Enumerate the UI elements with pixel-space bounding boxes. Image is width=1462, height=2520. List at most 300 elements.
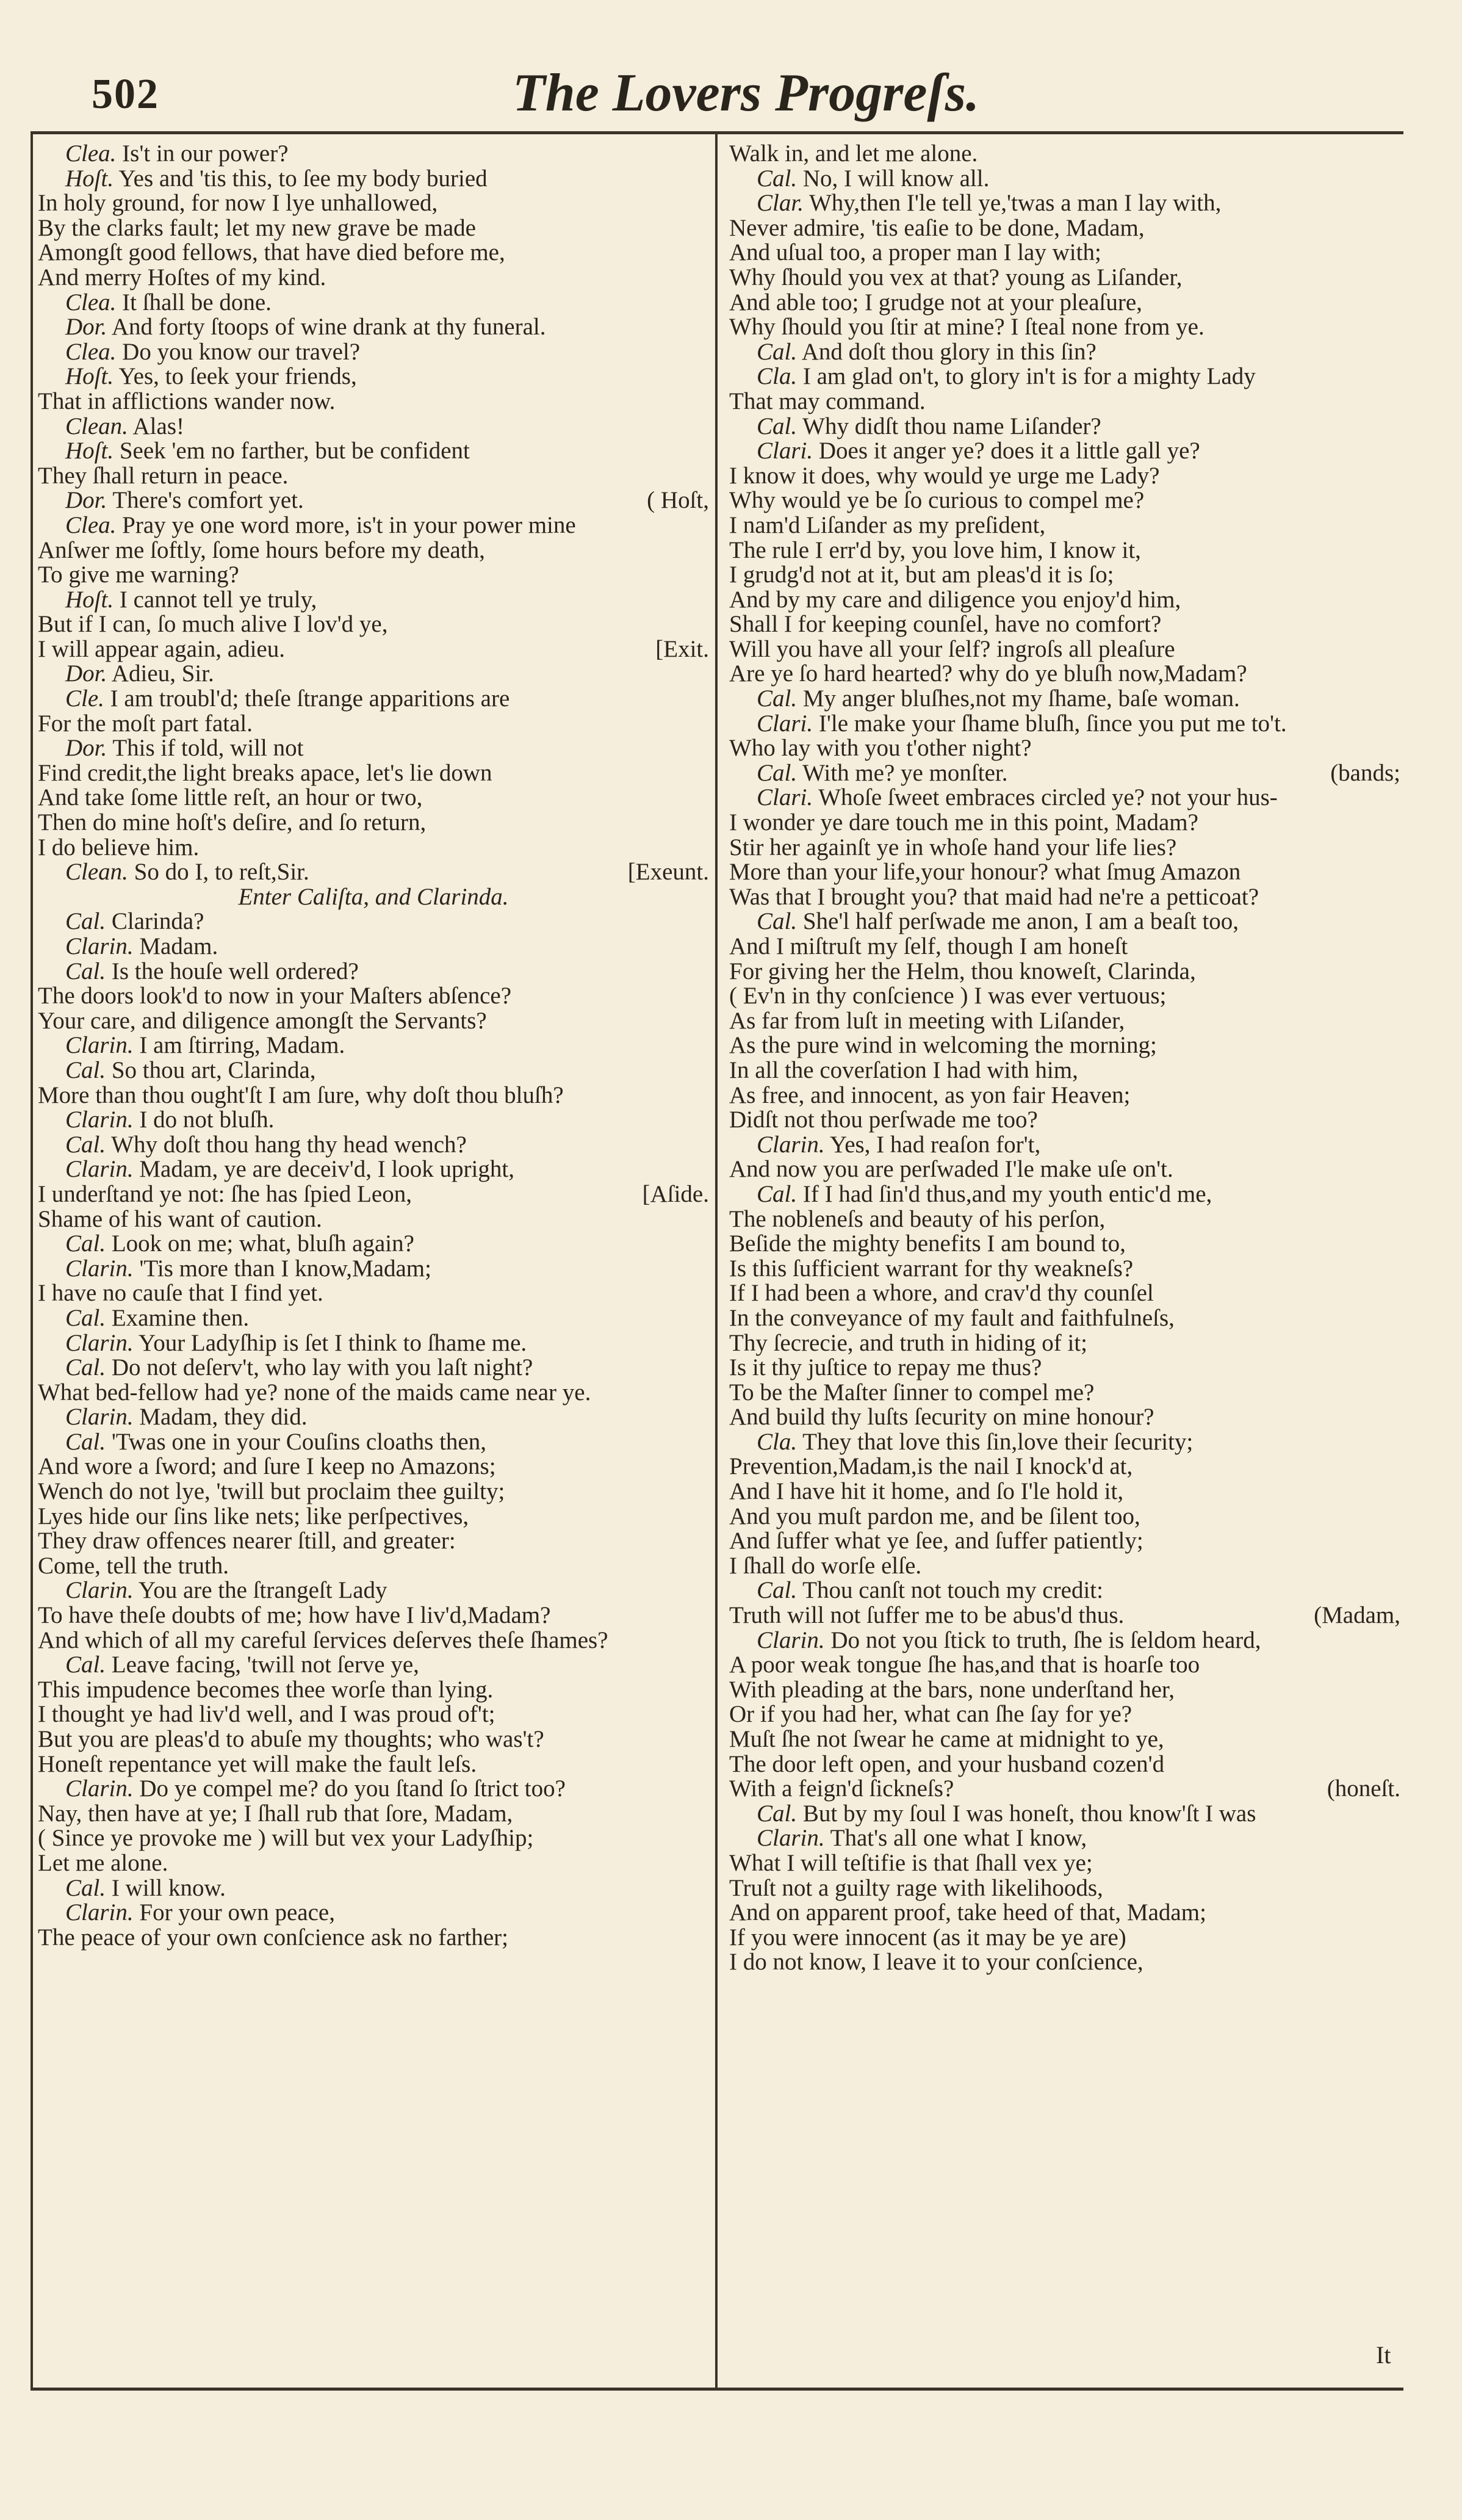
text-line <box>38 1777 709 1802</box>
speaker-name: Clarin. <box>65 1329 134 1356</box>
dialogue-text: And by my care and diligence you enjoy'd him, <box>729 586 1181 613</box>
dialogue-text: So thou art, Clarinda, <box>106 1056 316 1083</box>
speaker-name: Cal. <box>65 1131 106 1158</box>
dialogue-text: Is the houſe well ordered? <box>106 958 359 984</box>
text-line <box>38 934 709 959</box>
dialogue-text: Thou canſt not touch my credit: <box>797 1577 1103 1604</box>
dialogue-text: My anger bluſhes,not my ſhame, baſe woman. <box>797 685 1240 712</box>
text-line <box>729 216 1400 241</box>
dialogue-text: What I will teſtifie is that ſhall vex ye; <box>729 1849 1093 1876</box>
text-line <box>38 1578 709 1603</box>
dialogue-text: But if I can, ſo much alive I lov'd ye, <box>38 611 388 638</box>
text-line <box>38 1752 709 1777</box>
dialogue-text: And build thy luſts ſecurity on mine honour? <box>729 1404 1154 1431</box>
text-line <box>38 1405 709 1430</box>
dialogue-text: To give me warning? <box>38 561 239 588</box>
dialogue-text: For the moſt part fatal. <box>38 710 253 737</box>
dialogue-text: I'le make your ſhame bluſh, ſince you put me to't. <box>813 710 1287 737</box>
text-line <box>38 1058 709 1083</box>
dialogue-text: Never admire, 'tis eaſie to be done, Madam, <box>729 214 1145 241</box>
text-line <box>38 1603 709 1628</box>
text-line <box>38 1157 709 1182</box>
dialogue-text: I grudg'd not at it, but am pleas'd it is ſo; <box>729 561 1114 588</box>
dialogue-text: Then do mine hoſt's deſire, and ſo return, <box>38 809 427 836</box>
dialogue-text: ( Since ye provoke me ) will but vex your Ladyſhip; <box>38 1825 534 1852</box>
speaker-name: Clean. <box>65 859 128 886</box>
speaker-name: Clari. <box>757 784 813 811</box>
dialogue-text: And on apparent proof, take heed of that, Madam; <box>729 1899 1206 1926</box>
dialogue-text: Is it thy juſtice to repay me thus? <box>729 1354 1042 1381</box>
dialogue-text: No, I will know all. <box>797 165 990 192</box>
text-line <box>38 1678 709 1703</box>
dialogue-text: That may command. <box>729 388 926 414</box>
dialogue-text: Adieu, Sir. <box>107 660 214 687</box>
dialogue-text: If you were innocent (as it may be ye are) <box>729 1924 1126 1951</box>
dialogue-text: And doſt thou glory in this ſin? <box>797 338 1096 365</box>
text-line <box>729 464 1400 489</box>
text-line <box>729 1356 1400 1381</box>
text-line <box>729 1950 1400 1975</box>
dialogue-text: I will know. <box>106 1874 226 1901</box>
dialogue-text: Why ſhould you ſtir at mine? I ſteal none from ye. <box>729 314 1205 341</box>
dialogue-text: And able too; I grudge not at your pleaſure, <box>729 289 1142 316</box>
dialogue-text: Why ſhould you vex at that? young as Liſander, <box>729 264 1183 291</box>
dialogue-text: For giving her the Helm, thou knoweſt, Clarinda, <box>729 958 1196 984</box>
text-line <box>38 1826 709 1851</box>
text-line <box>729 836 1400 861</box>
text-line <box>38 1653 709 1678</box>
dialogue-text: What bed-fellow had ye? none of the maids came near ye. <box>38 1379 591 1406</box>
text-line <box>38 538 709 563</box>
text-line <box>38 736 709 761</box>
text-line <box>729 984 1400 1009</box>
text-line <box>38 1108 709 1133</box>
speaker-name: Cal. <box>757 1800 798 1827</box>
dialogue-text: If I had ſin'd thus,and my youth entic'd me, <box>797 1180 1212 1207</box>
text-line <box>729 1529 1400 1554</box>
speaker-name: Dor. <box>65 487 107 514</box>
text-line <box>38 414 709 439</box>
text-line <box>729 860 1400 885</box>
text-line <box>38 662 709 687</box>
speaker-name: Clea. <box>65 511 117 538</box>
dialogue-text: Why,then I'le tell ye,'twas a man I lay with, <box>803 190 1222 217</box>
text-line <box>729 1727 1400 1752</box>
speaker-name: Cal. <box>65 1056 106 1083</box>
dialogue-text: That in afflictions wander now. <box>38 388 336 414</box>
speaker-name: Cal. <box>65 1304 106 1331</box>
text-line <box>729 588 1400 613</box>
catchword: It <box>1376 2341 1391 2369</box>
text-line <box>38 761 709 786</box>
dialogue-text: By the clarks fault; let my new grave be made <box>38 214 476 241</box>
text-line <box>729 1281 1400 1306</box>
text-line <box>38 389 709 414</box>
speaker-name: Clar. <box>757 190 804 217</box>
dialogue-text: Do not deſerv't, who lay with you laſt night? <box>106 1354 533 1381</box>
text-line <box>729 885 1400 910</box>
dialogue-text: I do not bluſh. <box>133 1107 275 1133</box>
text-line <box>729 265 1400 291</box>
text-line <box>729 240 1400 265</box>
dialogue-text: I know it does, why would ye urge me Lady? <box>729 462 1160 489</box>
dialogue-text: I wonder ye dare touch me in this point, Madam? <box>729 809 1198 836</box>
text-line <box>729 167 1400 192</box>
speaker-name: Cal. <box>757 685 798 712</box>
text-line <box>729 1207 1400 1232</box>
text-line <box>38 1554 709 1579</box>
dialogue-text: Didſt not thou perſwade me too? <box>729 1107 1038 1133</box>
dialogue-text: A poor weak tongue ſhe has,and that is hoarſe too <box>729 1652 1200 1678</box>
text-line <box>729 488 1400 513</box>
text-line <box>38 439 709 464</box>
text-line <box>729 1133 1400 1158</box>
dialogue-text: To be the Maſter ſinner to compel me? <box>729 1379 1095 1406</box>
dialogue-text: I thought ye had liv'd well, and I was proud of't; <box>38 1701 495 1728</box>
speaker-name: Clarin. <box>65 1255 134 1282</box>
dialogue-text: I cannot tell ye truly, <box>113 586 317 613</box>
speaker-name: Cal. <box>757 413 798 439</box>
dialogue-text: In all the coverſation I had with him, <box>729 1056 1078 1083</box>
dialogue-text: So do I, to reſt,Sir. <box>128 859 309 886</box>
text-line <box>38 315 709 340</box>
dialogue-text: As far from luſt in meeting with Liſander, <box>729 1007 1125 1034</box>
text-line <box>38 1207 709 1232</box>
dialogue-text: Shame of his want of caution. <box>38 1205 322 1232</box>
dialogue-text: Examine then. <box>106 1304 250 1331</box>
margin-note: [Aſide. <box>642 1180 709 1207</box>
text-line <box>729 785 1400 811</box>
speaker-name: Cal. <box>757 1577 798 1604</box>
dialogue-text: The peace of your own conſcience ask no farther; <box>38 1924 508 1951</box>
dialogue-text: Truſt not a guilty rage with likelihoods, <box>729 1874 1103 1901</box>
page-number: 502 <box>92 71 159 118</box>
text-line <box>38 637 709 662</box>
dialogue-text: Whoſe ſweet embraces circled ye? not your hus- <box>813 784 1278 811</box>
text-line <box>38 1356 709 1381</box>
dialogue-text: Your care, and diligence amongſt the Servants? <box>38 1007 487 1034</box>
dialogue-text: Stir her againſt ye in whoſe hand your life lies? <box>729 834 1177 861</box>
text-line <box>729 1182 1400 1207</box>
text-line <box>38 1702 709 1727</box>
text-line <box>729 934 1400 959</box>
text-line <box>38 563 709 588</box>
dialogue-text: Yes, to ſeek your friends, <box>113 363 357 390</box>
dialogue-text: And you muſt pardon me, and be ſilent too, <box>729 1503 1140 1529</box>
dialogue-text: And ſuffer what ye ſee, and ſuffer patiently; <box>729 1528 1143 1554</box>
text-line <box>38 265 709 291</box>
text-line <box>38 1133 709 1158</box>
text-line <box>38 687 709 712</box>
speaker-name: Clarin. <box>65 1032 134 1059</box>
text-line <box>729 612 1400 637</box>
dialogue-text: But by my ſoul I was honeſt, thou know'ſt I was <box>797 1800 1256 1827</box>
text-line <box>729 1381 1400 1406</box>
margin-note: (bands; <box>1330 759 1400 786</box>
speaker-name: Clarin. <box>65 933 134 959</box>
right-column <box>729 142 1400 1975</box>
dialogue-text: With me? ye monſter. <box>797 759 1008 786</box>
text-line <box>729 1554 1400 1579</box>
text-line <box>729 1479 1400 1504</box>
dialogue-text: Yes, I had reaſon for't, <box>824 1131 1041 1158</box>
text-line <box>38 240 709 265</box>
dialogue-text: I am troubl'd; theſe ſtrange apparitions are <box>104 685 510 712</box>
text-line <box>729 1628 1400 1653</box>
dialogue-text: Lyes hide our ſins like nets; like perſpectives, <box>38 1503 469 1529</box>
dialogue-text: Will you have all your ſelf? ingroſs all pleaſure <box>729 635 1175 662</box>
speaker-name: Cal. <box>65 1874 106 1901</box>
dialogue-text: If I had been a whore, and crav'd thy counſel <box>729 1280 1154 1307</box>
left-column <box>38 142 709 1950</box>
dialogue-text: I nam'd Liſander as my preſident, <box>729 511 1046 538</box>
text-line <box>38 1182 709 1207</box>
dialogue-text: Is't in our power? <box>116 140 289 167</box>
dialogue-text: I ſhall do worſe elſe. <box>729 1552 922 1579</box>
dialogue-text: Leave facing, 'twill not ſerve ye, <box>106 1652 419 1678</box>
dialogue-text: And take ſome little reſt, an hour or two, <box>38 784 423 811</box>
text-line <box>729 1777 1400 1802</box>
text-line <box>38 464 709 489</box>
dialogue-text: Madam, they did. <box>133 1404 308 1431</box>
text-line <box>729 191 1400 216</box>
text-line <box>729 340 1400 365</box>
dialogue-text: And I have hit it home, and ſo I'le hold it, <box>729 1478 1124 1505</box>
text-line <box>729 959 1400 984</box>
speaker-name: Cal. <box>757 165 798 192</box>
text-line <box>38 1504 709 1529</box>
margin-note: [Exeunt. <box>627 859 709 886</box>
text-line <box>38 1479 709 1504</box>
text-line <box>38 1727 709 1752</box>
dialogue-text: 'Twas one in your Couſins cloaths then, <box>106 1428 486 1455</box>
speaker-name: Cal. <box>65 1428 106 1455</box>
dialogue-text: That's all one what I know, <box>824 1825 1087 1852</box>
text-line <box>729 538 1400 563</box>
speaker-name: Clean. <box>65 413 128 439</box>
dialogue-text: I am glad on't, to glory in't is for a mighty Lady <box>797 363 1256 390</box>
text-line <box>38 959 709 984</box>
speaker-name: Cle. <box>65 685 104 712</box>
dialogue-text: The nobleneſs and beauty of his perſon, <box>729 1205 1106 1232</box>
dialogue-text: Do you know our travel? <box>116 338 361 365</box>
text-line <box>38 785 709 811</box>
text-line <box>729 1157 1400 1182</box>
margin-note: [Exit. <box>655 635 709 662</box>
dialogue-text: And I miſtruſt my ſelf, though I am honeſt <box>729 933 1128 959</box>
dialogue-text: Or if you had her, what can ſhe ſay for ye? <box>729 1701 1133 1728</box>
dialogue-text: Who lay with you t'other night? <box>729 735 1032 762</box>
speaker-name: Cal. <box>757 338 798 365</box>
text-line <box>729 1108 1400 1133</box>
text-line <box>38 1876 709 1901</box>
stage-direction: Enter Caliſta, and Clarinda. <box>238 883 509 910</box>
text-line <box>38 167 709 192</box>
column-divider <box>715 131 718 2389</box>
speaker-name: Clarin. <box>65 1899 134 1926</box>
margin-note: ( Hoſt, <box>647 487 709 514</box>
dialogue-text: With a feign'd ſickneſs? <box>729 1775 954 1802</box>
text-line <box>38 1232 709 1257</box>
dialogue-text: Seek 'em no farther, but be confident <box>113 438 470 464</box>
speaker-name: Cal. <box>65 958 106 984</box>
text-line <box>729 909 1400 934</box>
dialogue-text: With pleading at the bars, none underſtand her, <box>729 1676 1175 1703</box>
text-line <box>38 1901 709 1926</box>
dialogue-text: And merry Hoſtes of my kind. <box>38 264 326 291</box>
text-line <box>38 1454 709 1479</box>
text-line <box>729 439 1400 464</box>
dialogue-text: Do ye compel me? do you ſtand ſo ſtrict too? <box>133 1775 566 1802</box>
speaker-name: Hoſt. <box>65 438 114 464</box>
speaker-name: Cal. <box>757 759 798 786</box>
text-line <box>38 1628 709 1653</box>
text-line <box>729 1454 1400 1479</box>
text-line <box>729 1826 1400 1851</box>
text-line <box>38 712 709 737</box>
text-line <box>38 1851 709 1876</box>
speaker-name: Dor. <box>65 314 107 341</box>
text-line <box>729 315 1400 340</box>
speaker-name: Cal. <box>65 1354 106 1381</box>
dialogue-text: More than thou ought'ſt I am ſure, why doſt thou bluſh? <box>38 1081 564 1108</box>
text-line <box>729 1232 1400 1257</box>
dialogue-text: I am ſtirring, Madam. <box>133 1032 345 1059</box>
dialogue-text: In holy ground, for now I lye unhallowed, <box>38 190 438 217</box>
text-line <box>729 1405 1400 1430</box>
text-line <box>729 662 1400 687</box>
text-line <box>38 142 709 167</box>
text-line <box>729 1752 1400 1777</box>
text-line <box>729 1033 1400 1058</box>
text-line <box>729 761 1400 786</box>
speaker-name: Dor. <box>65 735 107 762</box>
dialogue-text: I do not know, I leave it to your conſcience, <box>729 1949 1143 1976</box>
dialogue-text: I will appear again, adieu. <box>38 635 285 662</box>
speaker-name: Clari. <box>757 710 813 737</box>
dialogue-text: More than your life,your honour? what ſmug Amazon <box>729 859 1241 886</box>
dialogue-text: Muſt ſhe not ſwear he came at midnight to ye, <box>729 1726 1164 1752</box>
speaker-name: Clea. <box>65 338 117 365</box>
text-line <box>38 364 709 389</box>
text-line <box>38 909 709 934</box>
text-line <box>38 1381 709 1406</box>
speaker-name: Clarin. <box>65 1404 134 1431</box>
text-line <box>729 1901 1400 1926</box>
text-line <box>38 1281 709 1306</box>
speaker-name: Cal. <box>757 908 798 935</box>
text-line <box>729 1876 1400 1901</box>
text-line <box>729 1678 1400 1703</box>
text-line <box>38 1033 709 1058</box>
dialogue-text: Pray ye one word more, is't in your power mine <box>116 511 576 538</box>
dialogue-text: Are ye ſo hard hearted? why do ye bluſh now,Madam? <box>729 660 1247 687</box>
speaker-name: Cla. <box>757 1428 798 1455</box>
text-line <box>729 712 1400 737</box>
margin-note: (Madam, <box>1314 1602 1400 1629</box>
text-line <box>729 414 1400 439</box>
text-line <box>729 1430 1400 1455</box>
dialogue-text: They ſhall return in peace. <box>38 462 289 489</box>
speaker-name: Cla. <box>757 363 798 390</box>
dialogue-text: They that love this ſin,love their ſecurity; <box>797 1428 1194 1455</box>
speaker-name: Cal. <box>65 1652 106 1678</box>
text-line <box>38 588 709 613</box>
dialogue-text: Alas! <box>128 413 184 439</box>
running-title: The Lovers Progreſs. <box>513 63 979 123</box>
dialogue-text: To have theſe doubts of me; how have I liv'd,Madam? <box>38 1602 551 1629</box>
dialogue-text: Why would ye be ſo curious to compel me? <box>729 487 1145 514</box>
dialogue-text: Yes and 'tis this, to ſee my body buried <box>113 165 488 192</box>
dialogue-text: Let me alone. <box>38 1849 168 1876</box>
text-line <box>729 1504 1400 1529</box>
text-line <box>729 364 1400 389</box>
speaker-name: Clarin. <box>65 1156 134 1183</box>
speaker-name: Clarin. <box>757 1626 825 1653</box>
dialogue-text: I do believe him. <box>38 834 200 861</box>
dialogue-text: Amongſt good fellows, that have died before me, <box>38 239 505 266</box>
text-line <box>729 563 1400 588</box>
speaker-name: Hoſt. <box>65 165 114 192</box>
text-line <box>729 389 1400 414</box>
dialogue-text: Is this ſufficient warrant for thy weakneſs? <box>729 1255 1134 1282</box>
text-line <box>729 513 1400 538</box>
text-line <box>729 1306 1400 1331</box>
text-line <box>729 1926 1400 1951</box>
text-line <box>38 1331 709 1356</box>
speaker-name: Clarin. <box>65 1107 134 1133</box>
dialogue-text: Prevention,Madam,is the nail I knock'd at, <box>729 1453 1133 1480</box>
dialogue-text: But you are pleas'd to abuſe my thoughts; who was't? <box>38 1726 544 1752</box>
text-line <box>729 142 1400 167</box>
dialogue-text: The doors look'd to now in your Maſters abſence? <box>38 983 512 1009</box>
dialogue-text: Clarinda? <box>106 908 204 935</box>
dialogue-text: Do not you ſtick to truth, ſhe is ſeldom heard, <box>824 1626 1261 1653</box>
dialogue-text: Thy ſecrecie, and truth in hiding of it; <box>729 1329 1087 1356</box>
text-line <box>729 1009 1400 1034</box>
dialogue-text: Walk in, and let me alone. <box>729 140 978 167</box>
dialogue-text: They draw offences nearer ſtill, and greater: <box>38 1528 456 1554</box>
dialogue-text: Wench do not lye, 'twill but proclaim thee guilty; <box>38 1478 505 1505</box>
dialogue-text: Was that I brought you? that maid had ne're a petticoat? <box>729 883 1259 910</box>
text-line <box>38 984 709 1009</box>
dialogue-text: ( Ev'n in thy conſcience ) I was ever vertuous; <box>729 983 1167 1009</box>
speaker-name: Clea. <box>65 289 117 316</box>
dialogue-text: Your Ladyſhip is ſet I think to ſhame me. <box>133 1329 527 1356</box>
speaker-name: Clarin. <box>65 1577 134 1604</box>
dialogue-text: Come, tell the truth. <box>38 1552 229 1579</box>
dialogue-text: Honeſt repentance yet will make the fault leſs. <box>38 1750 477 1777</box>
dialogue-text: Nay, then have at ye; I ſhall rub that ſore, Madam, <box>38 1800 513 1827</box>
speaker-name: Clea. <box>65 140 117 167</box>
text-line <box>38 1306 709 1331</box>
text-line <box>729 687 1400 712</box>
dialogue-text: The rule I err'd by, you love him, I know it, <box>729 536 1141 563</box>
text-line <box>38 1009 709 1034</box>
speaker-name: Cal. <box>65 908 106 935</box>
speaker-name: Clari. <box>757 438 813 464</box>
left-border-rule <box>31 131 33 2389</box>
dialogue-text: Beſide the mighty benefits I am bound to, <box>729 1230 1126 1257</box>
text-line <box>729 1331 1400 1356</box>
text-line <box>38 216 709 241</box>
dialogue-text: And now you are perſwaded I'le make uſe on't. <box>729 1156 1173 1183</box>
text-line <box>729 1802 1400 1827</box>
speaker-name: Clarin. <box>757 1825 825 1852</box>
footer-rule <box>31 2388 1403 2391</box>
text-line <box>38 1926 709 1951</box>
dialogue-text: And forty ſtoops of wine drank at thy funeral. <box>107 314 546 341</box>
